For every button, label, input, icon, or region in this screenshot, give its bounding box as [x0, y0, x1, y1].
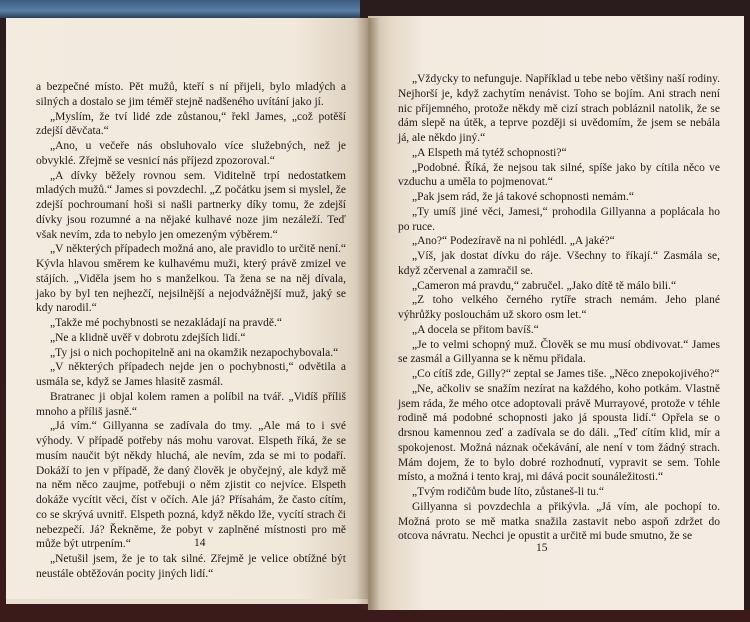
- paragraph: „Z toho velkého černého rytíře strach nemám. Jeho plané výhrůžky poslouchám už skoro osm let.“: [398, 294, 720, 321]
- paragraph: „V některých případech možná ano, ale pravidlo to určitě není.“ Kývla hlavou směrem ke kulhavému muži, který právě zmizel ve stájích. „Viděla jsem ho s manželkou. Ta žena se na něj dívala, jako by byl ten nejhezčí, nejsilnější a nejodvážnější muž, jaký se kdy narodil.“: [36, 243, 346, 315]
- book-cover-edge: [0, 0, 360, 18]
- paragraph: „Vždycky to nefunguje. Například u tebe nebo většiny naší rodiny. Nejhorší je, když zachytím nenávist. Toho se bojím. Ani strach není nic příjemného, protože někdy mě cizí strach pobláznil natolik, že se dám slepě na útěk, a teprve později si uvědomím, že jsem se nebála já, ale někdo jiný.“: [398, 73, 720, 144]
- paragraph: „Cameron má pravdu,“ zabručel. „Jako dítě tě málo bili.“: [412, 279, 677, 292]
- paragraph: „Ano, u večeře nás obsluhovalo více služebných, než je obvyklé. Zřejmě se vesnicí nás příjezd zpozoroval.“: [36, 140, 346, 167]
- paragraph: a bezpečné místo. Pět mužů, kteří s ní přijeli, bylo mladých a silných a dostalo se jim téměř stejně nadšeného uvítání jako jí.: [36, 81, 346, 108]
- page-number: 14: [194, 537, 206, 549]
- paragraph: Bratranec ji objal kolem ramen a políbil na tvář. „Vidíš příliš mnoho a příliš jasně.“: [36, 390, 346, 418]
- left-page: [6, 18, 368, 604]
- paragraph: „A docela se přitom bavíš.“: [412, 323, 539, 336]
- paragraph: „Myslím, že tví lidé zde zůstanou,“ řekl James, „což potěší zdejší děvčata.“: [36, 110, 346, 138]
- paragraph: „Co cítíš zde, Gilly?“ zeptal se James tiše. „Něco znepokojivého?“: [412, 368, 720, 380]
- paragraph: „Víš, jak dostat dívku do ráje. Všechny to říkají.“ Zasmála se, když zčervenal a zamračil se.: [398, 250, 720, 277]
- paragraph: „Podobné. Říká, že nejsou tak silné, spíše jako by cítila něco ve vzduchu a uměla to pojmenovat.“: [398, 161, 720, 189]
- paragraph: „Pak jsem rád, že já takové schopnosti nemám.“: [412, 191, 634, 203]
- paragraph: „A dívky běžely rovnou sem. Viditelně trpí nedostatkem mladých mužů.“ James si povzdechl. „Z počátku jsem si myslel, že zdejší pochroumaní hoši si našli partnerky díky tomu, že zdejší dívky jsou rozumné a na nějaké kulhavé noze jim nezáleží. Teď však nevím, zda to nebylo jen omezeným výběrem.“: [36, 169, 346, 241]
- paragraph: „Takže mé pochybnosti se nezakládají na pravdě.“: [50, 317, 282, 329]
- paragraph: „Ty umíš jiné věci, Jamesi,“ prohodila Gillyanna a poplácala ho po ruce.: [398, 205, 720, 233]
- right-page: [368, 16, 744, 610]
- paragraph: „Netušil jsem, že je to tak silné. Zřejmě je velice obtížné být neustále obtěžován pocity jiných lidí.“: [36, 553, 346, 580]
- page-number: 15: [536, 542, 548, 554]
- paragraph: „Tvým rodičům bude líto, zůstaneš-li tu.“: [412, 486, 604, 498]
- paragraph: Gillyanna si povzdechla a přikývla. „Já vím, ale pochopí to. Možná proto se mě matka snažila zastavit nebo aspoň zdržet do otcova návratu. Nechci je opustit a určitě mi bude smutno, že se: [398, 500, 720, 543]
- paragraph: „Ty jsi o nich pochopitelně ani na okamžik nezapochybovala.“: [50, 346, 339, 359]
- page-edge-shadow: [744, 16, 750, 610]
- paragraph: „Ne a klidně uvěř v dobrotu zdejších lidí.“: [50, 331, 246, 344]
- paragraph: „Ano?“ Podezíravě na ni pohlédl. „A jaké?“: [412, 235, 615, 248]
- paragraph: „V některých případech nejde jen o pochybnosti,“ odvětila a usmála se, když se James hlasitě zasmál.: [36, 361, 346, 388]
- paragraph: „Je to velmi schopný muž. Člověk se mu musí obdivovat.“ James se zasmál a Gillyanna se k němu přidala.: [398, 338, 720, 366]
- paragraph: „Já vím.“ Gillyanna se zadívala do tmy. „Ale má to i své výhody. V případě potřeby nás mohu varovat. Elspeth říká, že se musím naučit být někdy hluchá, ale nevím, zda se mi to podaří. Dokáží to jen v případě, že daný člověk je obyčejný, ale když mě na něm něco zaujme, potřebuji o něm zjistit co nejvíce. Elspeth dokáže vycítit věci, číst v očích. Ale já? Přísahám, že často cítím, co se skrývá uvnitř. Elspeth pozná, když někdo lže, vycítí strach či nebezpečí. Já? Řekněme, že pobyt v zaplněné místnosti pro mě může být utrpením.“: [36, 420, 346, 551]
- paragraph: „A Elspeth má tytéž schopnosti?“: [412, 146, 567, 159]
- paragraph: „Ne, ačkoliv se snažím nezírat na každého, koho potkám. Vlastně jsem ráda, že mého otce adoptovali právě Murrayové, protože v téhle rodině má podobné schopnosti jako já spousta lidí.“ Opřela se o drsnou kamennou zeď a zadívala se do dáli. „Teď cítím klid, mír a spokojenost. Možná náznak očekávání, ale není v tom žádný strach. Mám dojem, že to bylo dobré rozhodnutí, vypravit se sem. Tohle místo, a možná i tento kraj, mi dává pocit sounáležitosti.“: [398, 382, 720, 484]
